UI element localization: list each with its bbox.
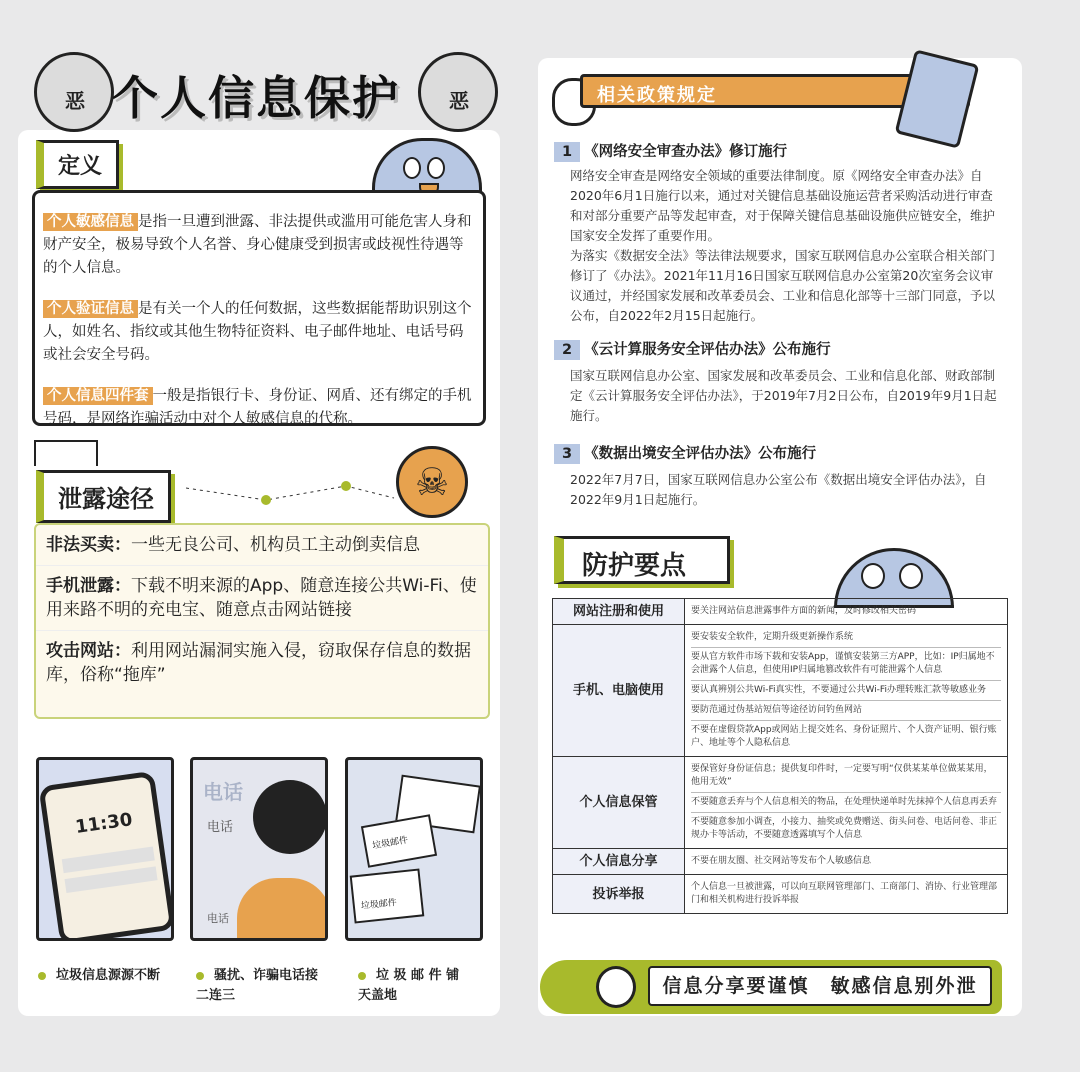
policy-title: 2 《云计算服务安全评估办法》公布施行 bbox=[554, 338, 831, 360]
definition-item: 个人验证信息 是有关一个人的任何数据，这些数据能帮助识别这个人，如姓名、指纹或其他生物特征资料、电子邮件地址、电话号码或社会安全号码。 bbox=[43, 301, 472, 363]
leak-box bbox=[34, 523, 490, 719]
house-icon bbox=[34, 440, 98, 466]
definition-item: 个人信息四件套 一般是指银行卡、身份证、网盾、还有绑定的手机号码，是网络诈骗活动中对个人敏感信息的代称。 bbox=[43, 388, 472, 427]
policy-title: 3 《数据出境安全评估办法》公布施行 bbox=[554, 442, 816, 464]
table-row: 个人信息保管 要保管好身份证信息；提供复印件时，一定要写明“仅供某某单位做某某用，他用无效” 不要随意丢弃与个人信息相关的物品，在处理快递单时先抹掉个人信息再丢弃 不要随意参加小调查，小接力、抽奖或免费赠送、街头问卷、电话问卷、非正规办卡等活动，不要随意透露填写个人信息 bbox=[553, 757, 1008, 849]
definition-tag: 定义 bbox=[36, 140, 119, 189]
skull-icon: ☠ bbox=[396, 446, 468, 518]
table-row: 投诉举报 个人信息一旦被泄露，可以向互联网管理部门、工商部门、消协、行业管理部门和相关机构进行投诉举报 bbox=[553, 875, 1008, 914]
comic-frame-phone bbox=[36, 757, 174, 941]
leak-item: 攻击网站：利用网站漏洞实施入侵，窃取保存信息的数据库，俗称“拖库” bbox=[46, 641, 471, 685]
policy-title: 1 《网络安全审查办法》修订施行 bbox=[554, 140, 787, 162]
comic-frame-calls: 电话 电话 电话 bbox=[190, 757, 328, 941]
comic-frame-spam bbox=[345, 757, 483, 941]
table-row: 手机、电脑使用 要安装安全软件，定期升级更新操作系统 要从官方软件市场下载和安装App，谨慎安装第三方APP，比如：IP归属地不会泄露个人信息，但使用IP归属地篡改软件有可能泄露个人信息 要认真辨别公共Wi-Fi真实性，不要通过公共Wi-Fi办理转账汇款等敏感业务 要防范通过伪基站短信等途径访问钓鱼网站 不要在虚假贷款App或网站上提交姓名、身份证照片、个人资产证明、银行账户、地址等个人隐私信息 bbox=[553, 625, 1008, 757]
envelope-icon: 垃圾邮件 bbox=[350, 868, 425, 923]
comic-caption: 骚扰、诈骗电话接二连三 bbox=[196, 968, 319, 1003]
villain-right-icon: 恶 bbox=[418, 52, 498, 132]
comic-caption: 垃圾信息源源不断 bbox=[38, 966, 178, 986]
definition-item: 个人敏感信息 是指一旦遭到泄露、非法提供或滥用可能危害人身和财产安全，极易导致个人名誉、身心健康受到损害或歧视性待遇等的个人信息。 bbox=[43, 214, 472, 276]
table-row: 个人信息分享 不要在朋友圈、社交网站等发布个人敏感信息 bbox=[553, 849, 1008, 875]
policy-paragraph: 2022年7月7日，国家互联网信息办公室公布《数据出境安全评估办法》，自2022年9月1日起施行。 bbox=[570, 472, 987, 507]
dotted-path bbox=[186, 478, 396, 508]
tips-tag: 防护要点 bbox=[554, 536, 730, 584]
policy-paragraph: 国家互联网信息办公室、国家发展和改革委员会、工业和信息化部、财政部制定《云计算服务安全评估办法》，于2019年7月2日公布，自2019年9月1日起施行。 bbox=[570, 368, 997, 423]
definition-box bbox=[32, 190, 486, 426]
person-icon bbox=[253, 780, 327, 854]
page-title: 个人信息保护 bbox=[112, 71, 400, 125]
eye-icon bbox=[596, 966, 636, 1008]
clock-text: 11:30 bbox=[73, 809, 134, 838]
villain-left-icon: 恶 bbox=[34, 52, 114, 132]
phone-icon bbox=[38, 771, 174, 941]
policy-tag: 相关政策规定 bbox=[580, 74, 970, 108]
leak-item: 手机泄露：下载不明来源的App、随意连接公共Wi-Fi、使用来路不明的充电宝、随意点击网站链接 bbox=[36, 566, 488, 631]
table-row: 网站注册和使用 要关注网站信息泄露事件方面的新闻，及时修改相关密码 bbox=[553, 599, 1008, 625]
leak-item: 非法买卖：一些无良公司、机构员工主动倒卖信息 bbox=[36, 525, 488, 566]
comic-caption: 垃 圾 邮 件 铺天盖地 bbox=[358, 968, 460, 1003]
tips-table bbox=[552, 598, 1008, 914]
envelope-icon: 垃圾邮件 bbox=[361, 814, 437, 868]
policy-paragraph: 为落实《数据安全法》等法律法规要求，国家互联网信息办公室联合相关部门修订了《办法》。2021年11月16日国家互联网信息办公室第20次室务会议审议通过，并经国家发展和改革委员会、工业和信息化部等十三部门同意，予以公布，自2022年2月15日起施行。 bbox=[570, 248, 996, 323]
policy-paragraph: 网络安全审查是网络安全领域的重要法律制度。原《网络安全审查办法》自2020年6月1日施行以来，通过对关键信息基础设施运营者采购活动进行审查和对部分重要产品等发起审查，对于保障关键信息基础设施供应链安全，维护国家安全发挥了重要作用。 bbox=[570, 168, 996, 243]
leak-tag: 泄露途径 bbox=[36, 470, 171, 523]
slogan-text: 信息分享要谨慎 敏感信息别外泄 bbox=[648, 966, 992, 1006]
